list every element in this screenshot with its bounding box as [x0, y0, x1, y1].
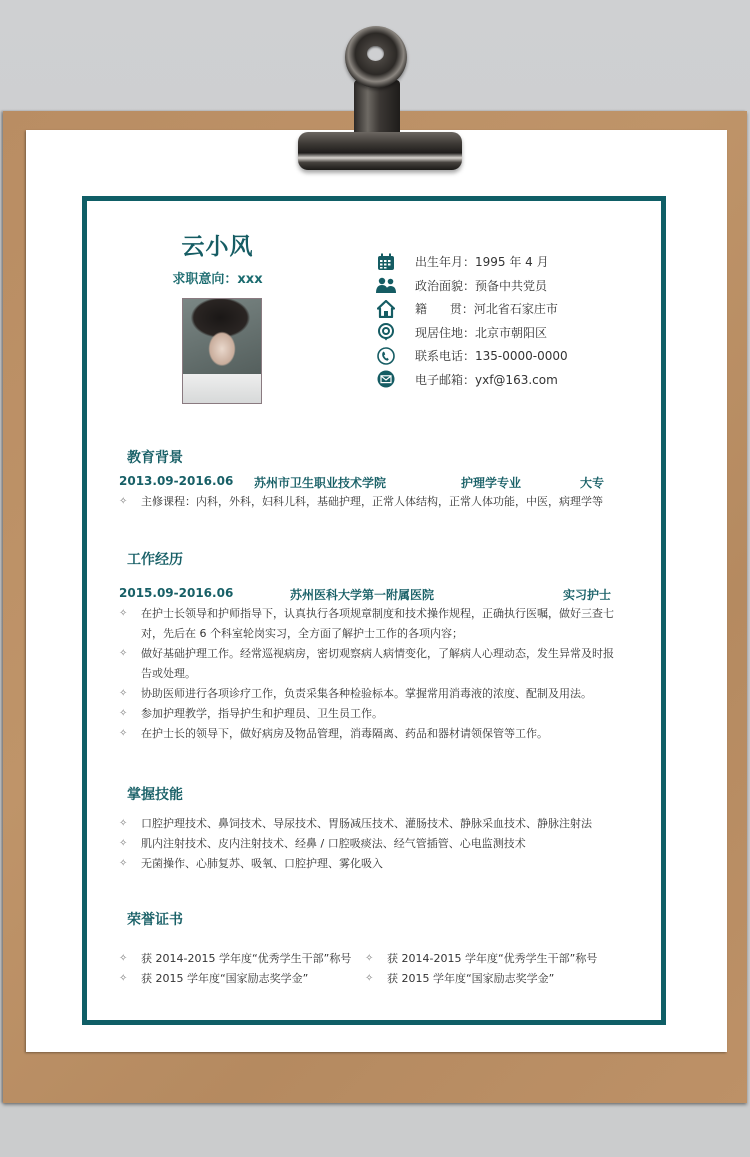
- list-item: ✧ 做好基础护理工作。经常巡视病房，密切观察病人病情变化，了解病人心理动态，发生异常及时报告或处理。: [119, 644, 619, 684]
- diamond-bullet-icon: ✧: [119, 818, 128, 829]
- location-pin-icon: [376, 322, 396, 342]
- info-political: [376, 274, 568, 298]
- work-org: 苏州医科大学第一附属医院: [290, 588, 435, 602]
- education-period: 2013.09-2016.06: [119, 474, 234, 488]
- personal-info: [376, 250, 568, 391]
- home-icon: [376, 299, 396, 319]
- work-period: 2015.09-2016.06: [119, 586, 234, 600]
- list-item: ✧ 口腔护理技术、鼻饲技术、导尿技术、胃肠减压技术、灌肠技术、静脉采血技术、静脉注射法: [119, 814, 619, 834]
- info-origin-text: 籍 贯：河北省石家庄市: [415, 302, 558, 317]
- section-title-work: 工作经历: [127, 552, 183, 568]
- info-birth-text: 出生年月：1995 年 4 月: [415, 255, 549, 270]
- diamond-bullet-icon: ✧: [365, 973, 374, 984]
- list-item: ✧ 获 2014-2015 学年度“优秀学生干部”称号: [119, 949, 365, 969]
- list-item: ✧ 在护士长领导和护师指导下，认真执行各项规章制度和技术操作规程，正确执行医嘱，做好三查七对，先后在 6 个科室轮岗实习，全方面了解护士工作的各项内容；: [119, 604, 619, 644]
- info-email: [376, 368, 568, 392]
- diamond-bullet-icon: ✧: [119, 858, 128, 869]
- list-item: ✧ 在护士长的领导下，做好病房及物品管理，消毒隔离、药品和器材请领保管等工作。: [119, 724, 619, 744]
- education-entry-head: [119, 474, 612, 490]
- list-item: ✧ 主修课程：内科，外科，妇科儿科，基础护理，正常人体结构，正常人体功能，中医，病理学等: [119, 492, 619, 512]
- list-item: ✧ 获 2015 学年度“国家励志奖学金”: [365, 969, 554, 989]
- diamond-bullet-icon: ✧: [365, 953, 374, 964]
- list-item: ✧ 获 2015 学年度“国家励志奖学金”: [119, 969, 365, 989]
- honors-list: [119, 949, 619, 989]
- binder-clip: [290, 20, 470, 172]
- section-title-skills: 掌握技能: [127, 787, 183, 803]
- diamond-bullet-icon: ✧: [119, 973, 128, 984]
- education-bullets: [119, 492, 619, 512]
- skills-bullets: [119, 814, 619, 874]
- calendar-icon: [376, 252, 396, 272]
- candidate-name: 云小风: [181, 234, 254, 260]
- diamond-bullet-icon: ✧: [119, 496, 128, 507]
- list-item: ✧ 肌内注射技术、皮内注射技术、经鼻 / 口腔吸痰法、经气管插管、心电监测技术: [119, 834, 619, 854]
- info-birth: [376, 250, 568, 274]
- list-item: ✧ 无菌操作、心肺复苏、吸氧、口腔护理、雾化吸入: [119, 854, 619, 874]
- work-bullets: [119, 604, 619, 744]
- diamond-bullet-icon: ✧: [119, 728, 128, 739]
- profile-photo: [182, 298, 262, 404]
- people-icon: [376, 275, 396, 295]
- section-title-education: 教育背景: [127, 450, 183, 466]
- email-icon: [376, 369, 396, 389]
- info-political-text: 政治面貌：预备中共党员: [415, 278, 548, 293]
- list-item: ✧ 协助医师进行各项诊疗工作，负责采集各种检验标本。掌握常用消毒液的浓度、配制及用法。: [119, 684, 619, 704]
- info-email-text: 电子邮箱：yxf@163.com: [415, 372, 558, 387]
- education-major: 护理学专业: [461, 476, 522, 490]
- diamond-bullet-icon: ✧: [119, 838, 128, 849]
- diamond-bullet-icon: ✧: [119, 708, 128, 719]
- diamond-bullet-icon: ✧: [119, 608, 128, 619]
- info-origin: [376, 297, 568, 321]
- list-item: ✧ 获 2014-2015 学年度“优秀学生干部”称号: [365, 949, 597, 969]
- education-school: 苏州市卫生职业技术学院: [254, 476, 387, 490]
- diamond-bullet-icon: ✧: [119, 648, 128, 659]
- info-address-text: 现居住地：北京市朝阳区: [415, 325, 548, 340]
- education-degree: 大专: [580, 476, 605, 490]
- info-address: [376, 321, 568, 345]
- work-role: 实习护士: [563, 588, 612, 602]
- list-item: ✧ 参加护理教学，指导护生和护理员、卫生员工作。: [119, 704, 619, 724]
- info-phone-text: 联系电话：135-0000-0000: [415, 349, 568, 364]
- section-title-honors: 荣誉证书: [127, 912, 183, 928]
- phone-icon: [376, 346, 396, 366]
- work-entry-head: [119, 586, 612, 602]
- job-intent: 求职意向：xxx: [172, 272, 263, 287]
- diamond-bullet-icon: ✧: [119, 953, 128, 964]
- info-phone: [376, 344, 568, 368]
- diamond-bullet-icon: ✧: [119, 688, 128, 699]
